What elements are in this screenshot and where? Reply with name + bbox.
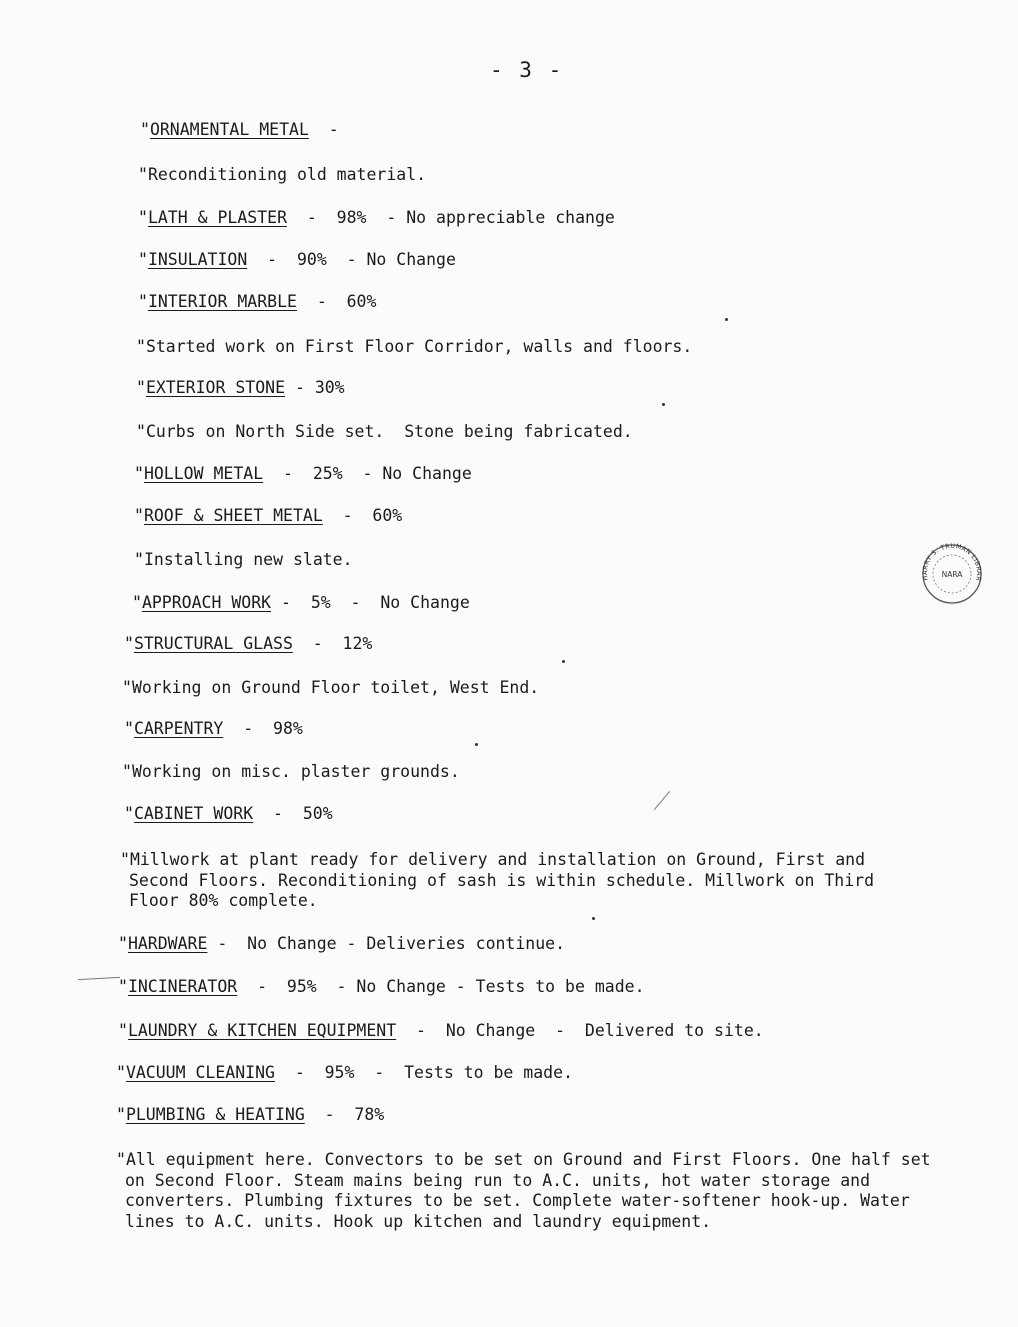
entry-heading: HARDWARE	[127, 934, 208, 953]
scan-pencil-stroke	[78, 977, 120, 980]
entry-detail: - 98% - No appreciable change	[287, 208, 615, 227]
archive-stamp-icon	[920, 542, 984, 606]
entry-detail: -	[308, 120, 339, 139]
entry-heading: STRUCTURAL GLASS	[133, 634, 293, 653]
entry-detail: - 95% - Tests to be made.	[274, 1063, 573, 1082]
entry-detail: - 12%	[292, 634, 373, 653]
scan-speck	[475, 743, 478, 746]
entry-exterior-stone: "EXTERIOR STONE - 30%	[136, 378, 345, 397]
entry-detail: - No Change - Delivered to site.	[396, 1021, 764, 1040]
entry-note: "Started work on First Floor Corridor, walls and floors.	[136, 337, 693, 356]
entry-detail: - 5% - No Change	[271, 593, 470, 612]
entry-heading: ORNAMENTAL METAL	[149, 120, 309, 139]
entry-heading: EXTERIOR STONE	[145, 378, 286, 397]
entry-heading: PLUMBING & HEATING	[125, 1105, 305, 1124]
entry-text: Millwork at plant ready for delivery and installation on Ground, First and Second Floors. Reconditioning of sash is within schedule. Millwork on Third Floor 80% complete.	[129, 850, 875, 910]
entry-heading: INCINERATOR	[127, 977, 238, 996]
entry-incinerator: "INCINERATOR - 95% - No Change - Tests to be made.	[118, 977, 645, 996]
scan-pencil-stroke	[654, 791, 670, 810]
entry-heading: INTERIOR MARBLE	[147, 292, 297, 311]
entry-detail: - 50%	[253, 804, 333, 823]
entry-note: "Installing new slate.	[134, 550, 353, 569]
entry-text: All equipment here. Convectors to be set on Ground and First Floors. One half set on Second Floor. Steam mains being run to A.C. units, hot water storage and converters. Plumbing fixtures to be set. Complete water-softener hook-up. Water lines to A.C. units. Hook up kitchen and laundry equipment.	[125, 1150, 931, 1231]
entry-detail: - 98%	[223, 719, 303, 738]
entry-plumbing-heating: "PLUMBING & HEATING - 78%	[116, 1105, 385, 1124]
entry-hardware: "HARDWARE - No Change - Deliveries continue.	[118, 934, 566, 953]
entry-heading: VACUUM CLEANING	[125, 1063, 275, 1082]
stamp-center-text: NARA	[941, 570, 963, 579]
entry-detail: - 90% - No Change	[247, 250, 456, 269]
entry-detail: - 25% - No Change	[263, 464, 472, 483]
scan-speck	[725, 318, 728, 321]
entry-detail: - 30%	[285, 378, 345, 397]
entry-heading: HOLLOW METAL	[143, 464, 264, 483]
entry-note: "Curbs on North Side set. Stone being fabricated.	[136, 422, 633, 441]
entry-hollow-metal: "HOLLOW METAL - 25% - No Change	[134, 464, 472, 483]
entry-interior-marble: "INTERIOR MARBLE - 60%	[138, 292, 377, 311]
entry-note: "Working on misc. plaster grounds.	[122, 762, 460, 781]
entry-note: "Reconditioning old material.	[138, 165, 427, 184]
entry-laundry-kitchen: "LAUNDRY & KITCHEN EQUIPMENT - No Change - Delivered to site.	[118, 1021, 764, 1040]
entry-structural-glass: "STRUCTURAL GLASS - 12%	[124, 634, 373, 653]
entry-note-paragraph: "Millwork at plant ready for delivery and installation on Ground, First and Second Floors. Reconditioning of sash is within schedule. Millwork on Third Floor 80% complete.	[120, 850, 875, 910]
page-number: - 3 -	[490, 58, 564, 82]
entry-carpentry: "CARPENTRY - 98%	[124, 719, 303, 738]
entry-heading: LAUNDRY & KITCHEN EQUIPMENT	[127, 1021, 397, 1040]
entry-approach-work: "APPROACH WORK - 5% - No Change	[132, 593, 470, 612]
entry-cabinet-work: "CABINET WORK - 50%	[124, 804, 333, 823]
scan-speck	[662, 403, 665, 406]
entry-roof-sheet-metal: "ROOF & SHEET METAL - 60%	[134, 506, 403, 525]
entry-lath-plaster: "LATH & PLASTER - 98% - No appreciable change	[138, 208, 615, 227]
entry-text: Working on Ground Floor toilet, West End.	[131, 678, 540, 697]
entry-text: Curbs on North Side set. Stone being fabricated.	[145, 422, 633, 441]
entry-heading: APPROACH WORK	[141, 593, 272, 612]
entry-ornamental-metal: "ORNAMENTAL METAL -	[140, 120, 339, 139]
scan-speck	[592, 917, 595, 920]
entry-note-paragraph: "All equipment here. Convectors to be set on Ground and First Floors. One half set on Second Floor. Steam mains being run to A.C. units, hot water storage and converters. Plumbing fixtures to be set. Complete water-softener hook-up. Water lines to A.C. units. Hook up kitchen and laundry equipment.	[116, 1150, 931, 1231]
entry-text: Started work on First Floor Corridor, walls and floors.	[145, 337, 693, 356]
entry-note: "Working on Ground Floor toilet, West End.	[122, 678, 540, 697]
entry-text: Working on misc. plaster grounds.	[131, 762, 460, 781]
entry-heading: INSULATION	[147, 250, 248, 269]
entry-detail: - 95% - No Change - Tests to be made.	[237, 977, 645, 996]
entry-heading: CABINET WORK	[133, 804, 254, 823]
entry-detail: - No Change - Deliveries continue.	[207, 934, 566, 953]
entry-heading: CARPENTRY	[133, 719, 224, 738]
entry-insulation: "INSULATION - 90% - No Change	[138, 250, 456, 269]
entry-vacuum-cleaning: "VACUUM CLEANING - 95% - Tests to be made.	[116, 1063, 573, 1082]
entry-heading: LATH & PLASTER	[147, 208, 288, 227]
scan-speck	[562, 660, 565, 663]
entry-heading: ROOF & SHEET METAL	[143, 506, 323, 525]
stamp-ring-text: HARRY S. TRUMAN LIBRAR	[920, 542, 984, 582]
archive-stamp-graphic	[920, 542, 984, 606]
entry-text: Installing new slate.	[143, 550, 353, 569]
entry-text: Reconditioning old material.	[147, 165, 427, 184]
entry-detail: - 78%	[304, 1105, 385, 1124]
entry-detail: - 60%	[322, 506, 403, 525]
entry-detail: - 60%	[296, 292, 377, 311]
